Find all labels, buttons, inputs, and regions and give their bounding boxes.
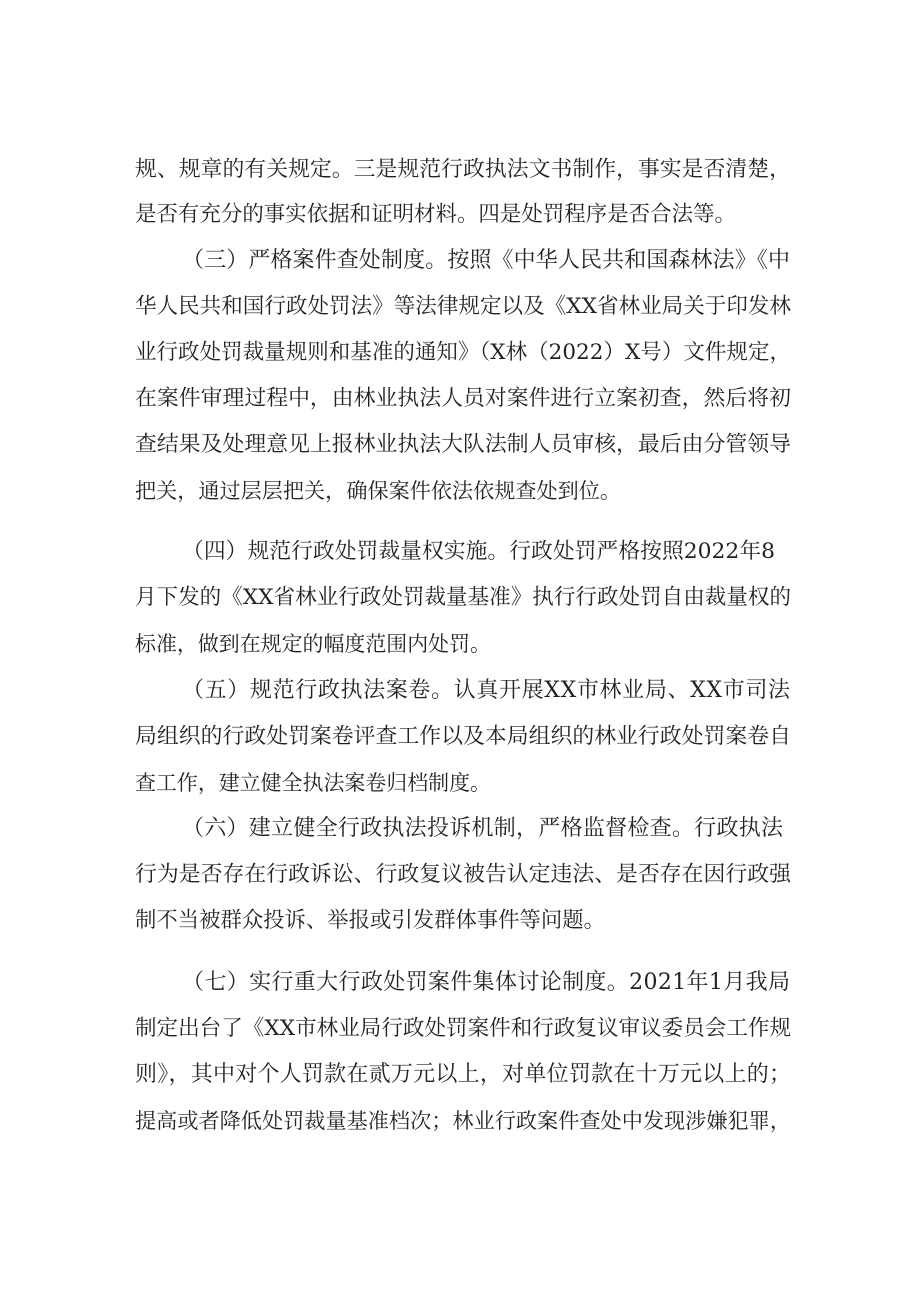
text-line: （五）规范行政执法案卷。认真开展XX市林业局、XX市司法 — [182, 678, 791, 703]
text-line: （七）实行重大行政处罚案件集体讨论制度。2021年1月我局 — [182, 970, 791, 995]
text-line: 规、规章的有关规定。三是规范行政执法文书制作，事实是否清楚， — [135, 157, 791, 182]
text-line: 把关，通过层层把关，确保案件依法依规查处到位。 — [135, 478, 622, 503]
text-line: 在案件审理过程中，由林业执法人员对案件进行立案初查，然后将初 — [135, 386, 791, 411]
text-line: 制不当被群众投诉、举报或引发群体事件等问题。 — [135, 908, 605, 933]
text-line: 查结果及处理意见上报林业执法大队法制人员审核，最后由分管领导 — [135, 432, 791, 457]
text-line: 制定出台了《XX市林业局行政处罚案件和行政复议审议委员会工作规 — [135, 1016, 792, 1041]
text-line: 标准，做到在规定的幅度范围内处罚。 — [135, 632, 492, 656]
text-line: 查工作，建立健全执法案卷归档制度。 — [135, 771, 492, 795]
text-line: 提高或者降低处罚裁量基准档次；林业行政案件查处中发现涉嫌犯罪， — [135, 1108, 791, 1133]
text-line: 是否有充分的事实依据和证明材料。四是处罚程序是否合法等。 — [135, 202, 736, 227]
text-line: 月下发的《XX省林业行政处罚裁量基准》执行行政处罚自由裁量权的 — [135, 585, 792, 610]
text-line: 业行政处罚裁量规则和基准的通知》（X林（2022）X号）文件规定， — [135, 340, 792, 365]
text-line: 局组织的行政处罚案卷评查工作以及本局组织的林业行政处罚案卷自 — [135, 724, 791, 749]
text-line: 华人民共和国行政处罚法》等法律规定以及《XX省林业局关于印发林 — [135, 294, 792, 319]
text-line: （六）建立健全行政执法投诉机制，严格监督检查。行政执法 — [182, 816, 784, 841]
text-line: （三）严格案件查处制度。按照《中华人民共和国森林法》《中 — [182, 248, 791, 273]
text-line: （四）规范行政处罚裁量权实施。行政处罚严格按照2022年8 — [182, 539, 776, 564]
text-line: 则》，其中对个人罚款在贰万元以上，对单位罚款在十万元以上的； — [135, 1062, 792, 1087]
text-line: 行为是否存在行政诉讼、行政复议被告认定违法、是否存在因行政强 — [135, 862, 791, 887]
